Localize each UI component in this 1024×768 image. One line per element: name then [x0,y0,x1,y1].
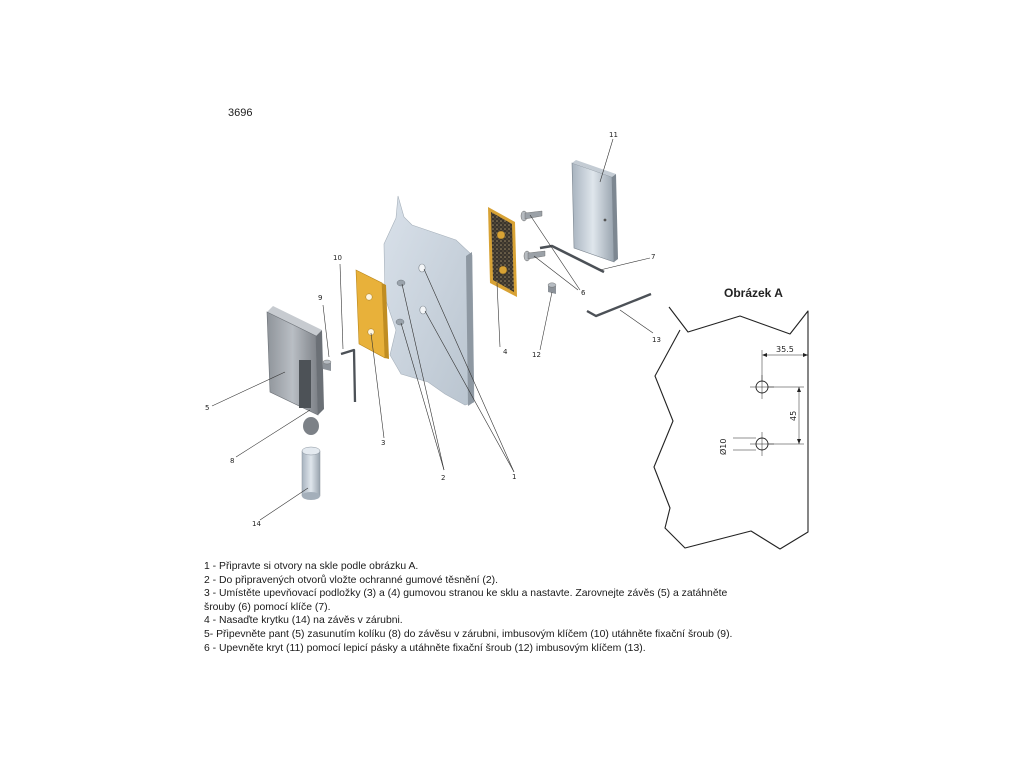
callout-12: 12 [532,351,541,359]
callout-9: 9 [318,294,323,302]
callout-14: 14 [252,520,261,528]
instruction-line: šrouby (6) pomocí klíče (7). [204,601,331,613]
callout-3: 3 [381,439,386,447]
callout-1: 1 [512,473,517,481]
instruction-line: 6 - Upevněte kryt (11) pomocí lepicí pásky a utáhněte fixační šroub (12) imbusovým klíčem (13). [204,642,646,654]
screws [521,211,545,261]
dimension-arrows [762,353,808,444]
instruction-line: 3 - Umístěte upevňovací podložky (3) a (4) gumovou stranou ke sklu a nastavte. Zarovnejte závěs (5) a zatáhněte [204,588,728,600]
callout-6: 6 [581,289,586,297]
hex-key-13 [587,294,651,316]
instruction-line: 1 - Připravte si otvory na skle podle obrázku A. [204,561,419,572]
callout-10: 10 [333,254,342,262]
instruction-line: 4 - Nasaďte krytku (14) na závěs v zárubni. [204,615,403,627]
dimension-vertical: 45 [789,410,798,421]
dimension-horizontal: 35.5 [776,345,794,354]
dimension-lines [733,350,808,450]
glass-panel [384,196,474,406]
callout-5: 5 [205,404,210,412]
hinge-body [267,306,324,435]
drawing-number: 3696 [228,107,253,119]
instruction-line: 5- Připevněte pant (5) zasunutím kolíku (8) do závěsu v zárubni, imbusovým klíčem (10) utáhněte fixační šroub (9). [204,628,733,640]
figure-a [654,286,808,549]
callout-4: 4 [503,348,508,356]
callout-11: 11 [609,131,618,139]
callout-2: 2 [441,474,446,482]
cover [572,160,618,262]
callout-8: 8 [230,457,235,465]
dimension-diameter: Ø10 [719,438,728,455]
instruction-line: 2 - Do připravených otvorů vložte ochranné gumové těsnění (2). [204,574,498,586]
assembly-instructions [204,560,844,655]
callout-7: 7 [651,253,656,261]
cap [302,447,320,500]
figure-a-title: Obrázek A [724,286,783,300]
callout-13: 13 [652,336,661,344]
hex-key-10 [341,350,355,402]
set-screw-9 [323,360,331,371]
glass-cutout-outline [654,307,808,549]
rubber-mounting-plate [488,207,517,297]
